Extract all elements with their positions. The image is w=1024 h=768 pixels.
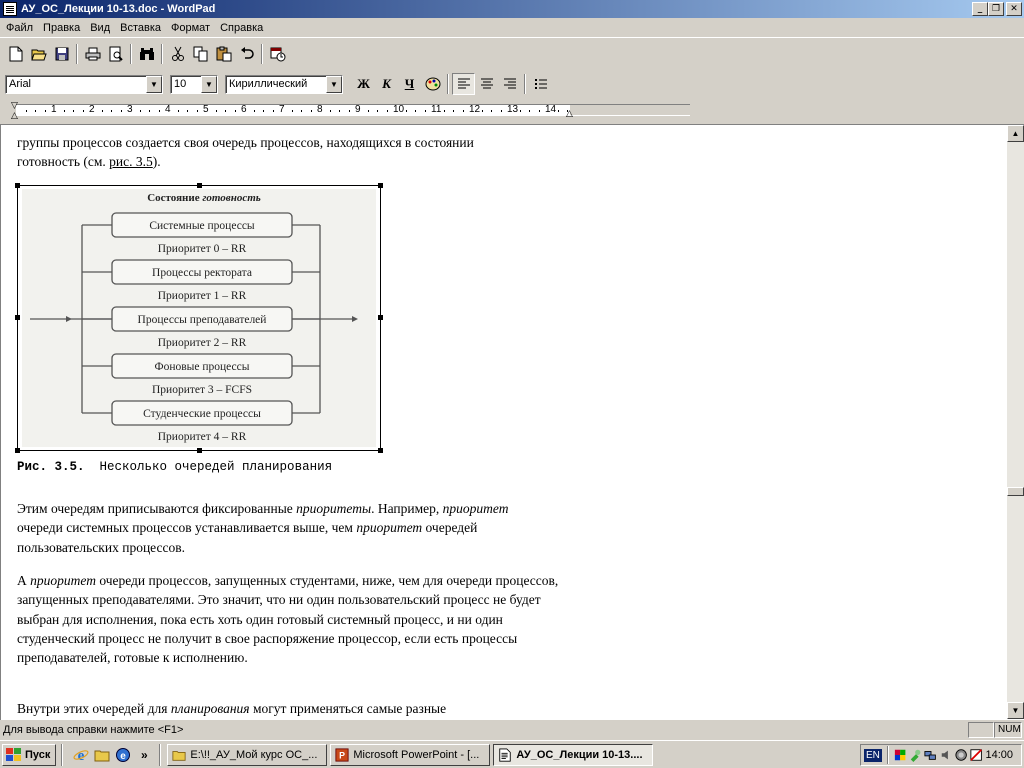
- ruler-tick: [368, 110, 369, 112]
- copy-button[interactable]: [189, 43, 212, 65]
- left-indent-marker[interactable]: △: [11, 110, 18, 120]
- print-button[interactable]: [81, 43, 104, 65]
- taskbar-button-powerpoint[interactable]: [330, 744, 490, 766]
- ruler-tick: [83, 110, 84, 112]
- paragraph: [17, 699, 577, 718]
- italic-term: приоритет: [442, 501, 509, 516]
- queue-priority: Приоритет 3 – FCFS: [151, 384, 253, 396]
- underline-button[interactable]: Ч: [404, 76, 415, 91]
- font-name-value: Arial: [9, 78, 32, 90]
- font-name-select[interactable]: [5, 75, 163, 94]
- status-bar: [0, 721, 1024, 739]
- print-preview-button[interactable]: [104, 43, 127, 65]
- scroll-thumb[interactable]: [1007, 487, 1024, 496]
- align-right-button[interactable]: [498, 73, 521, 95]
- ruler-tick: [301, 110, 302, 112]
- printer-icon: [85, 47, 101, 61]
- paragraph-line: группы процессов создается своя очередь процессов, находящихся в состоянии: [17, 135, 474, 150]
- document-frame: [0, 124, 1024, 720]
- taskbar: [0, 740, 1024, 768]
- text-run: Этим очередям приписываются фиксированные: [17, 501, 297, 516]
- text-run: . Например,: [371, 501, 443, 516]
- ruler-tick: [415, 110, 416, 112]
- ruler-tick: [45, 110, 46, 112]
- menu-view[interactable]: Вид: [90, 21, 111, 34]
- italic-term: планирования: [170, 701, 250, 716]
- ruler-number: 8: [317, 104, 323, 115]
- paragraph: [17, 499, 537, 557]
- svg-text:P: P: [339, 750, 346, 760]
- cut-button[interactable]: [166, 43, 189, 65]
- volume-icon[interactable]: [940, 748, 952, 762]
- ruler-tick: [482, 110, 483, 112]
- ruler-number: 3: [127, 104, 133, 115]
- ruler-tick: [406, 110, 407, 112]
- queue-priority: Приоритет 2 – RR: [157, 337, 247, 349]
- paste-clipboard-icon: [216, 46, 232, 62]
- minimize-button[interactable]: _: [972, 2, 988, 16]
- format-toolbar: [0, 70, 1024, 98]
- text-run: ).: [152, 154, 161, 169]
- script-value: Кириллический: [229, 78, 308, 90]
- ruler-tick: [491, 110, 492, 112]
- ruler-tick: [102, 110, 103, 112]
- new-document-button[interactable]: [4, 43, 27, 65]
- ruler-tick: [111, 110, 112, 112]
- paragraph: [17, 571, 577, 667]
- resize-handle[interactable]: [15, 448, 20, 453]
- ruler[interactable]: [0, 100, 1024, 122]
- ruler-tick: [463, 110, 464, 112]
- ruler-tick: [339, 110, 340, 112]
- internet-explorer-icon[interactable]: [72, 746, 90, 764]
- ruler-tick: [520, 110, 521, 112]
- folder-icon[interactable]: [93, 746, 111, 764]
- tray-tool-icon[interactable]: [909, 748, 921, 762]
- italic-term: приоритет: [30, 573, 96, 588]
- wordpad-app-icon[interactable]: [3, 2, 17, 16]
- disabled-service-icon[interactable]: [970, 748, 982, 762]
- ruler-tick: [311, 110, 312, 112]
- ruler-tick: [178, 110, 179, 112]
- taskbar-button-label: АУ_ОС_Лекции 10-13....: [516, 748, 643, 761]
- resize-handle[interactable]: [197, 448, 202, 453]
- queue-diagram: [22, 189, 376, 447]
- windows-logo-icon: [6, 748, 22, 762]
- first-line-indent-marker[interactable]: ▽: [11, 100, 18, 110]
- quick-launch-more-chevron[interactable]: »: [141, 747, 148, 762]
- ruler-number: 2: [89, 104, 95, 115]
- taskbar-separator: [159, 744, 161, 766]
- text-run: очередей пользовательских процессов.: [17, 520, 478, 555]
- status-panel-empty: [968, 722, 994, 738]
- insert-date-time-button[interactable]: [266, 43, 289, 65]
- font-size-value: 10: [174, 78, 187, 90]
- bullets-button[interactable]: [529, 73, 552, 95]
- resize-handle[interactable]: [378, 448, 383, 453]
- toolbar-separator: [524, 74, 526, 94]
- date-time-icon: [270, 46, 286, 62]
- svg-text:e: e: [120, 750, 127, 762]
- figure-title: Состояние готовность: [147, 192, 261, 204]
- ruler-tick: [235, 110, 236, 112]
- figure-reference-link[interactable]: рис. 3.5: [109, 154, 153, 169]
- wordpad-document-icon: [498, 748, 512, 762]
- ruler-tick: [216, 110, 217, 112]
- taskbar-button-explorer[interactable]: [167, 744, 327, 766]
- ruler-number: 14: [545, 104, 557, 115]
- resize-handle[interactable]: [15, 183, 20, 188]
- right-indent-marker[interactable]: △: [566, 108, 573, 118]
- text-run: очереди системных процессов устанавливается выше, чем: [17, 520, 357, 536]
- toolbar-separator: [161, 44, 163, 64]
- floppy-disk-icon: [55, 47, 69, 61]
- caption-label: Рис. 3.5.: [17, 460, 85, 474]
- queue-priority: Приоритет 0 – RR: [157, 243, 247, 255]
- save-button[interactable]: [50, 43, 73, 65]
- italic-term: приоритет: [356, 520, 423, 536]
- italic-term: приоритеты: [296, 501, 372, 516]
- queue-name: Студенческие процессы: [143, 408, 261, 420]
- queue-name: Процессы преподавателей: [137, 314, 267, 326]
- start-button[interactable]: [2, 744, 56, 766]
- output-arrowhead: [352, 316, 358, 322]
- undo-button[interactable]: [235, 43, 258, 65]
- scissors-icon: [171, 46, 185, 62]
- bold-button[interactable]: Ж: [357, 76, 370, 91]
- scroll-up-button[interactable]: ▲: [1007, 125, 1024, 142]
- open-folder-icon: [31, 47, 47, 61]
- ruler-number: 9: [355, 104, 361, 115]
- antivirus-icon[interactable]: [955, 748, 967, 762]
- ruler-tick: [73, 110, 74, 112]
- ruler-tick: [330, 110, 331, 112]
- copy-icon: [193, 46, 209, 62]
- paste-button[interactable]: [212, 43, 235, 65]
- ruler-number: 7: [279, 104, 285, 115]
- script-select[interactable]: [225, 75, 343, 94]
- text-run: А: [17, 573, 31, 588]
- ruler-tick: [187, 110, 188, 112]
- ruler-number: 11: [431, 104, 442, 115]
- italic-button[interactable]: К: [382, 76, 391, 91]
- clock[interactable]: 14:00: [985, 749, 1014, 761]
- toolbar-separator: [447, 74, 449, 94]
- ruler-tick: [225, 110, 226, 112]
- svg-text:e: e: [78, 747, 85, 763]
- text-run: готовность (см.: [17, 154, 110, 169]
- text-run: очереди процессов, запущенных студентами, ниже, чем для очереди процессов, запущенных преподавателями. Это значит, что ни один пользовательский процесс не будет выбран для исполнения, пока есть хоть один готовый системный процесс, и ни один студенческий процесс не получит в свое распоряжение процессор, если есть процессы преподавателей, готовые к исполнению.: [17, 573, 559, 666]
- status-help-text: Для вывода справки нажмите <F1>: [3, 724, 184, 736]
- chevron-down-icon[interactable]: ▼: [146, 76, 162, 93]
- start-label: Пуск: [25, 748, 51, 761]
- chevron-down-icon[interactable]: ▼: [201, 76, 217, 93]
- input-arrowhead: [66, 316, 72, 322]
- ruler-tick: [273, 110, 274, 112]
- text-run: Внутри этих очередей для: [17, 701, 171, 716]
- queue-name: Процессы ректората: [152, 267, 252, 279]
- ruler-tick: [558, 110, 559, 112]
- network-icon[interactable]: [924, 748, 936, 762]
- document-area[interactable]: [1, 125, 1007, 719]
- num-lock-indicator: NUM: [994, 722, 1022, 738]
- ruler-number: 10: [393, 104, 405, 115]
- menu-edit[interactable]: Правка: [43, 21, 81, 34]
- ruler-tick: [254, 110, 255, 112]
- queue-priority: Приоритет 4 – RR: [157, 431, 247, 443]
- align-center-button[interactable]: [475, 73, 498, 95]
- toolbar-separator: [130, 44, 132, 64]
- vertical-scrollbar[interactable]: [1007, 125, 1024, 719]
- open-button[interactable]: [27, 43, 50, 65]
- tray-separator: [887, 746, 889, 764]
- tray-app-icon[interactable]: [894, 748, 906, 762]
- ruler-tick: [425, 110, 426, 112]
- ruler-number: 5: [203, 104, 209, 115]
- ruler-tick: [263, 110, 264, 112]
- outlook-express-icon[interactable]: [114, 746, 132, 764]
- ruler-tick: [197, 110, 198, 112]
- menu-help[interactable]: Справка: [220, 21, 264, 34]
- system-tray: [860, 744, 1022, 766]
- ruler-tick: [529, 110, 530, 112]
- resize-handle[interactable]: [15, 315, 20, 320]
- chevron-down-icon[interactable]: ▼: [326, 76, 342, 93]
- ruler-tick: [444, 110, 445, 112]
- ruler-number: 1: [51, 104, 57, 115]
- ruler-number: 6: [241, 104, 247, 115]
- ruler-tick: [292, 110, 293, 112]
- menu-format[interactable]: Формат: [171, 21, 211, 34]
- ruler-tick: [377, 110, 378, 112]
- ruler-number: 13: [507, 104, 519, 115]
- ruler-tick: [64, 110, 65, 112]
- resize-handle[interactable]: [197, 183, 202, 188]
- title-bar[interactable]: [0, 0, 1024, 18]
- toolbar-separator: [76, 44, 78, 64]
- ruler-tick: [387, 110, 388, 112]
- queue-name: Системные процессы: [149, 220, 255, 232]
- ruler-tick: [121, 110, 122, 112]
- menu-bar: [0, 18, 1024, 38]
- align-right-icon: [503, 78, 517, 90]
- align-center-icon: [480, 78, 494, 90]
- ruler-tick: [453, 110, 454, 112]
- bulleted-list-icon: [534, 78, 548, 90]
- language-indicator[interactable]: EN: [866, 749, 880, 761]
- ruler-tick: [501, 110, 502, 112]
- caption-text: Несколько очередей планирования: [99, 460, 333, 474]
- ruler-tick: [349, 110, 350, 112]
- quick-launch: [72, 746, 153, 764]
- ruler-tick: [35, 110, 36, 112]
- figure-image: [22, 189, 376, 447]
- ruler-tick: [149, 110, 150, 112]
- find-button[interactable]: [135, 43, 158, 65]
- folder-icon: [172, 748, 186, 762]
- queue-priority: Приоритет 1 – RR: [157, 290, 247, 302]
- figure-caption: [17, 460, 332, 474]
- scroll-down-button[interactable]: ▼: [1007, 702, 1024, 719]
- powerpoint-icon: [335, 748, 349, 762]
- ruler-margin: [570, 104, 690, 116]
- queue-name: Фоновые процессы: [154, 361, 250, 373]
- embedded-figure[interactable]: [17, 185, 381, 451]
- close-button[interactable]: ✕: [1006, 2, 1022, 16]
- maximize-button[interactable]: ❐: [988, 2, 1004, 16]
- taskbar-separator: [61, 744, 63, 766]
- color-button[interactable]: [421, 73, 444, 95]
- text-run: могут применяться самые разные: [249, 701, 447, 716]
- ruler-number: 12: [469, 104, 481, 115]
- print-preview-icon: [109, 46, 123, 62]
- resize-handle[interactable]: [378, 183, 383, 188]
- ruler-tick: [26, 110, 27, 112]
- ruler-number: 4: [165, 104, 171, 115]
- align-left-button[interactable]: [452, 73, 475, 95]
- ruler-tick: [140, 110, 141, 112]
- ruler-tick: [159, 110, 160, 112]
- menu-insert[interactable]: Вставка: [120, 21, 162, 34]
- align-left-icon: [457, 78, 471, 90]
- menu-file[interactable]: Файл: [6, 21, 34, 34]
- taskbar-button-label: Microsoft PowerPoint - [...: [353, 748, 480, 761]
- ruler-tick: [539, 110, 540, 112]
- standard-toolbar: [0, 40, 300, 68]
- resize-handle[interactable]: [378, 315, 383, 320]
- taskbar-button-wordpad[interactable]: [493, 744, 653, 766]
- undo-icon: [240, 47, 254, 61]
- new-document-icon: [9, 46, 23, 62]
- window-title: АУ_ОС_Лекции 10-13.doc - WordPad: [21, 3, 216, 15]
- color-palette-icon: [425, 76, 441, 92]
- taskbar-button-label: E:\!!_АУ_Мой курс ОС_...: [190, 748, 318, 761]
- paragraph-line: [17, 152, 577, 171]
- font-size-select[interactable]: [170, 75, 218, 94]
- toolbar-separator: [261, 44, 263, 64]
- binoculars-icon: [139, 47, 155, 61]
